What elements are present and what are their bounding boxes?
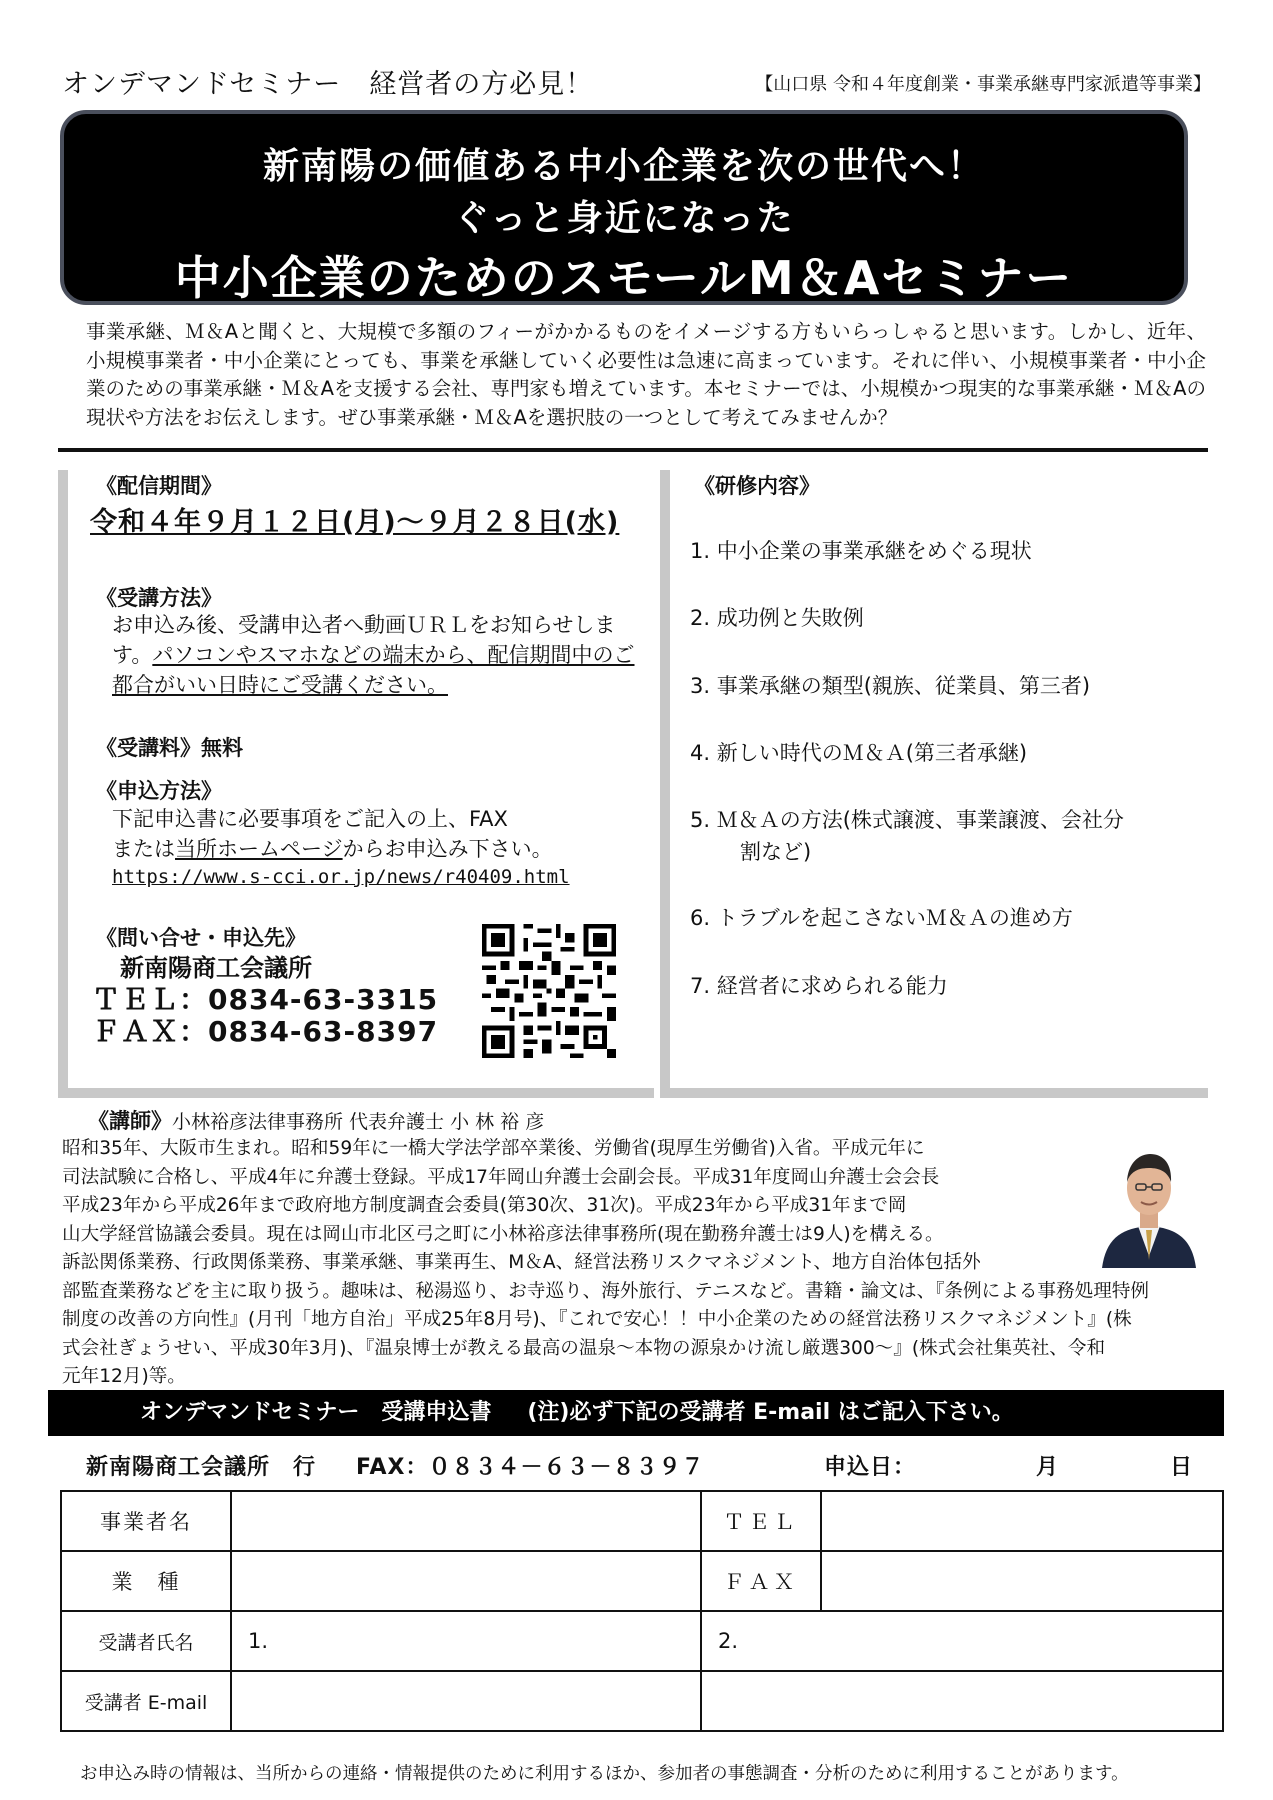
application-to: 新南陽商工会議所 行	[86, 1455, 317, 1480]
bio-line: 部監査業務などを主に取り扱う。趣味は、秘湯巡り、お寺巡り、海外旅行、テニスなど。書籍・論文は、『条例による事務処理特例	[62, 1280, 1149, 1302]
bio-line: 平成23年から平成26年まで政府地方制度調査会委員(第30次、31次)。平成23年から平成31年まで岡	[62, 1195, 907, 1216]
lecturer-bio	[62, 1135, 1212, 1392]
banner-line-1: 新南陽の価値ある中小企業を次の世代へ！	[262, 146, 985, 187]
application-title: オンデマンドセミナー 受講申込書	[140, 1400, 492, 1425]
fee-value: 無料	[201, 736, 243, 760]
bio-line: 制度の改善の方向性』(月刊「地方自治」平成25年8月号)、『これで安心！！中小企業のための経営法務リスクマネジメント』(株	[62, 1309, 1132, 1330]
program-name: 【山口県 令和４年度創業・事業承継専門家派遣等事業】	[755, 74, 1211, 95]
contact-org: 新南陽商工会議所	[120, 954, 312, 982]
application-fax: FAX：０８３４－６３－８３９７	[356, 1455, 705, 1480]
lecturer-heading: 《講師》	[88, 1109, 172, 1133]
lecturer-name: 小林裕彦法律事務所 代表弁護士 小 林 裕 彦	[172, 1111, 545, 1133]
industry-field[interactable]	[231, 1551, 701, 1611]
divider	[58, 448, 1208, 452]
label-business-name: 事業者名	[61, 1491, 231, 1551]
bio-line: 昭和35年、大阪市生まれ。昭和59年に一橋大学法学部卒業後、労働省(現厚生労働省)入省。平成元年に	[62, 1138, 925, 1159]
apply-text-2: または当所ホームページからお申込み下さい。	[112, 837, 553, 861]
contact-fax: ＦＡＸ：0834-63-8397	[92, 1015, 439, 1048]
curriculum-item-4: 4. 新しい時代のＭ＆Ａ(第三者承継)	[690, 741, 1028, 765]
bio-line: 司法試験に合格し、平成4年に弁護士登録。平成17年岡山弁護士会副会長。平成31年度岡山弁護士会会長	[62, 1166, 940, 1188]
contact-tel: ＴＥＬ：0834-63-3315	[92, 983, 439, 1016]
bio-line: 山大学経営協議会委員。現在は岡山市北区弓之町に小林裕彦法律事務所(現在勤務弁護士は9人)を構える。	[62, 1223, 944, 1245]
attendee-2-field[interactable]: 2.	[701, 1611, 1223, 1671]
application-date-label: 申込日：	[824, 1455, 917, 1480]
curriculum-item-1: 1. 中小企業の事業承継をめぐる現状	[690, 539, 1032, 563]
fee-heading: 《受講料》	[96, 736, 201, 760]
tel-field[interactable]	[821, 1491, 1223, 1551]
bio-line: 訴訟関係業務、行政関係業務、事業承継、事業再生、M＆A、経営法務リスクマネジメント、地方自治体包括外	[62, 1252, 981, 1273]
application-bar	[48, 1390, 1224, 1436]
apply-url-link[interactable]: https://www.s-cci.or.jp/news/r40409.html	[112, 866, 570, 888]
method-text-plain: お申込み後、受講申込者へ動画ＵＲＬをお知らせします。	[112, 613, 616, 667]
lecturer-portrait	[1098, 1138, 1200, 1268]
intro-paragraph: 事業承継、Ｍ＆Aと聞くと、大規模で多額のフィーがかかるものをイメージする方もいらっしゃると思います。しかし、近年、小規模事業者・中小企業にとっても、事業を承継していく必要性は急速に高まっています。それに伴い、小規模事業者・中小企業のための事業承継・Ｍ＆Aを支援する会社、専門家も増えています。本セミナーでは、小規模かつ現実的な事業承継・Ｍ＆Aの現状や方法をお伝えします。ぜひ事業承継・Ｍ＆Aを選択肢の一つとして考えてみませんか？	[86, 320, 1206, 429]
application-form	[60, 1490, 1224, 1732]
method-text	[112, 610, 647, 700]
curriculum-item-7: 7. 経営者に求められる能力	[690, 974, 948, 998]
label-industry: 業 種	[61, 1551, 231, 1611]
header-title: オンデマンドセミナー 経営者の方必見！	[62, 69, 594, 100]
curriculum-item-2: 2. 成功例と失敗例	[690, 606, 864, 630]
bio-line: 元年12月)等。	[62, 1366, 186, 1387]
title-banner	[60, 110, 1188, 305]
method-text-underlined: パソコンやスマホなどの端末から、配信期間中のご都合がいい日時にご受講ください。	[112, 643, 635, 697]
period-heading: 《配信期間》	[96, 474, 222, 498]
label-attendee: 受講者氏名	[61, 1611, 231, 1671]
email-2-field[interactable]	[701, 1671, 1223, 1731]
curriculum-item-5-cont: 割など)	[740, 840, 812, 864]
email-1-field[interactable]	[231, 1671, 701, 1731]
banner-title: 中小企業のためのスモールM＆Aセミナー	[174, 251, 1074, 305]
apply-heading: 《申込方法》	[96, 779, 222, 803]
label-email: 受講者 E-mail	[61, 1671, 231, 1731]
apply-text	[112, 804, 652, 864]
curriculum-item-5: 5. Ｍ＆Ａの方法(株式譲渡、事業譲渡、会社分	[690, 808, 1124, 832]
application-month: 月	[1036, 1455, 1060, 1480]
curriculum-item-3: 3. 事業承継の類型(親族、従業員、第三者)	[690, 674, 1091, 698]
qr-code-icon[interactable]	[482, 924, 616, 1058]
label-tel: ＴＥＬ	[701, 1491, 821, 1551]
period-value: 令和４年９月１２日(月)～９月２８日(水)	[90, 507, 620, 538]
footnote: お申込み時の情報は、当所からの連絡・情報提供のために利用するほか、参加者の事態調査・分析のために利用することがあります。	[80, 1764, 1129, 1784]
curriculum-item-6: 6. トラブルを起こさないＭ＆Ａの進め方	[690, 906, 1073, 930]
application-day: 日	[1170, 1455, 1194, 1480]
label-fax: ＦＡＸ	[701, 1551, 821, 1611]
attendee-1-field[interactable]: 1.	[231, 1611, 701, 1671]
business-name-field[interactable]	[231, 1491, 701, 1551]
homepage-link[interactable]: 当所ホームページ	[175, 837, 343, 861]
apply-text-1: 下記申込書に必要事項をご記入の上、FAX	[112, 807, 508, 831]
bio-line: 式会社ぎょうせい、平成30年3月)、『温泉博士が教える最高の温泉～本物の源泉かけ流し厳選300～』(株式会社集英社、令和	[62, 1337, 1106, 1359]
lecturer-line	[88, 1105, 544, 1135]
fax-line	[86, 1450, 1194, 1481]
fax-field[interactable]	[821, 1551, 1223, 1611]
application-note: (注)必ず下記の受講者 E-mail はご記入下さい。	[527, 1400, 1014, 1425]
curriculum-heading: 《研修内容》	[694, 474, 820, 498]
fee-row	[96, 732, 243, 762]
contact-heading: 《問い合せ・申込先》	[96, 926, 306, 950]
method-heading: 《受講方法》	[96, 586, 222, 610]
banner-line-2: ぐっと身近になった	[453, 198, 795, 239]
